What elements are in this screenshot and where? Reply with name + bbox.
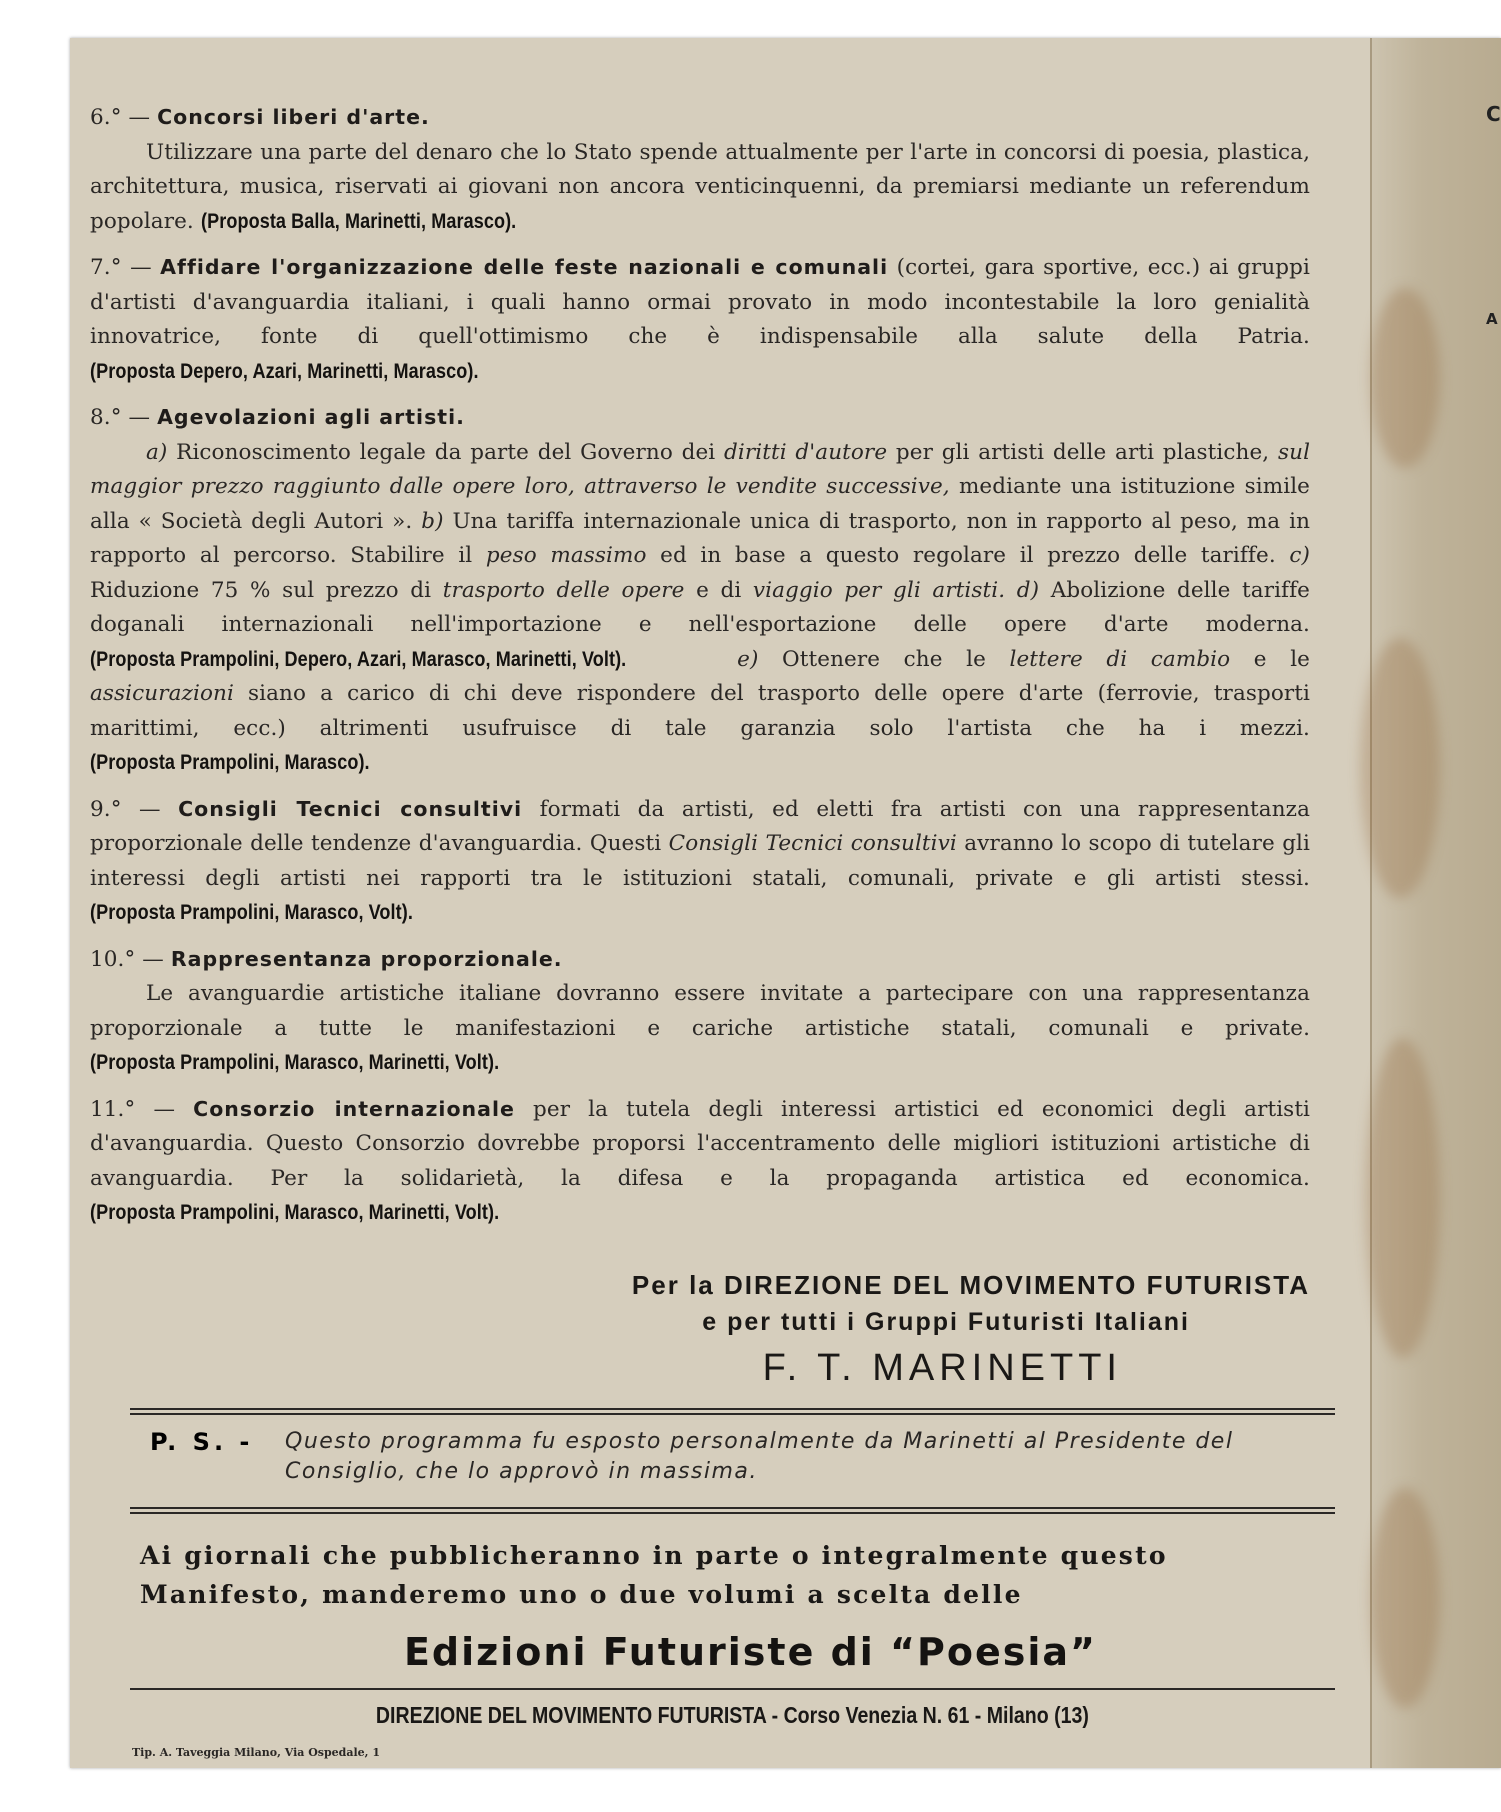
item-title: Concorsi liberi d'arte. xyxy=(157,105,430,129)
proposal: (Proposta Prampolini, Marasco, Volt). xyxy=(90,901,413,924)
proposal: (Proposta Prampolini, Depero, Azari, Marasco, Marinetti, Volt). xyxy=(90,647,627,671)
divider xyxy=(130,1688,1335,1690)
fold-line xyxy=(1370,38,1372,1768)
signature-name: F. T. MARINETTI xyxy=(762,1347,1122,1389)
stain xyxy=(1370,1488,1440,1708)
footer-address: DIREZIONE DEL MOVIMENTO FUTURISTA - Corso Venezia N. 61 - Milano (13) xyxy=(376,1702,1089,1728)
newspaper-offer: Ai giornali che pubblicheranno in parte o integralmente questo Manifesto, manderemo uno o due volumi a scelta delle xyxy=(140,1541,1168,1609)
item-title: Rappresentanza proporzionale. xyxy=(170,946,563,971)
item-title: Consorzio internazionale xyxy=(193,1096,515,1121)
stain xyxy=(1360,638,1440,898)
item-8: 8.° — Agevolazioni agli artisti. a) Riconoscimento legale da parte del Governo dei diritti d'autore per gli artisti delle arti plastiche, sul maggior prezzo raggiunto dalle opere loro, attraverso le vendite successive, mediante una istituzione simile alla « Società degli Autori ». b) Una tariffa internazionale unica di trasporto, non in rapporto al peso, ma in rapporto al percorso. Stabilire il peso massimo ed in base a questo regolare il prezzo delle tariffe. c) Riduzione 75 % sul prezzo di trasporto delle opere e di viaggio per gli artisti. d) Abolizione delle tariffe doganali internazionali nell'importazione e nell'esportazione delle opere d'arte moderna. (Proposta Prampolini, Depero, Azari, Marasco, Marinetti, Volt). e) Ottenere che le lettere di cambio e le assicurazioni siano a carico di chi deve rispondere del trasporto delle opere d'arte (ferrovie, trasporti marittimi, ecc.) altrimenti usufruisce di tale garanzia solo l'artista che ha i mezzi. (Proposta Prampolini, Marasco). xyxy=(90,400,1310,781)
ps-text: Questo programma fu esposto personalmente da Marinetti al Presidente del Consiglio, che lo approvò in massima. xyxy=(285,1429,1234,1484)
item-7: 7.° — Affidare l'organizzazione delle feste nazionali e comunali (cortei, gara sportive, ecc.) ai gruppi d'artisti d'avanguardia italiani, i quali hanno ormai provato in modo incontestabile la loro genialità innovatrice, fonte di quell'ottimismo che è indispensabile alla salute della Patria. (Proposta Depero, Azari, Marinetti, Marasco). xyxy=(90,250,1310,389)
proposal: (Proposta Balla, Marinetti, Marasco). xyxy=(200,209,517,233)
item-9: 9.° — Consigli Tecnici consultivi formati da artisti, ed eletti fra artisti con una rappresentanza proporzionale delle tendenze d'avanguardia. Questi Consigli Tecnici consultivi avranno lo scopo di tutelare gli interessi degli artisti nei rapporti tra le istituzioni statali, comunali, private e gli artisti stessi. (Proposta Prampolini, Marasco, Volt). xyxy=(90,792,1310,931)
proposal: (Proposta Depero, Azari, Marinetti, Marasco). xyxy=(90,359,479,383)
proposal: (Proposta Prampolini, Marasco, Marinetti, Volt). xyxy=(90,1051,500,1074)
item-10: 10.° — Rappresentanza proporzionale. Le avanguardie artistiche italiane dovranno essere invitate a partecipare con una rappresentanza proporzionale a tutte le manifestazioni e cariche artistiche statali, comunali e private. (Proposta Prampolini, Marasco, Marinetti, Volt). xyxy=(90,942,1310,1081)
signature-line-2: e per tutti i Gruppi Futuristi Italiani xyxy=(702,1308,1190,1336)
divider xyxy=(130,1408,1335,1415)
manifesto-body xyxy=(90,100,1310,1242)
ps-label: P. S. - xyxy=(150,1428,254,1456)
item-title: Affidare l'organizzazione delle feste nazionali e comunali xyxy=(160,255,889,279)
proposal: (Proposta Prampolini, Marasco). xyxy=(90,751,370,774)
item-11: 11.° — Consorzio internazionale per la tutela degli interessi artistici ed economici degli artisti d'avanguardia. Questo Consorzio dovrebbe proporsi l'accentramento delle migliori istituzioni artistiche di avanguardia. Per la solidarietà, la difesa e la propaganda artistica ed economica. (Proposta Prampolini, Marasco, Marinetti, Volt). xyxy=(90,1092,1310,1231)
proposal: (Proposta Prampolini, Marasco, Marinetti, Volt). xyxy=(90,1201,500,1224)
stain xyxy=(1365,1038,1440,1358)
item-title: Consigli Tecnici consultivi xyxy=(178,796,523,821)
editions-title: Edizioni Futuriste di “Poesia” xyxy=(403,1630,1098,1674)
printer-credit: Tip. A. Taveggia Milano, Via Ospedale, 1 xyxy=(132,1746,380,1759)
item-6: 6.° — Concorsi liberi d'arte. Utilizzare una parte del denaro che lo Stato spende attualmente per l'arte in concorsi di poesia, plastica, architettura, musica, riservati ai giovani non ancora venticinquenni, da premiarsi mediante un referendum popolare. (Proposta Balla, Marinetti, Marasco). xyxy=(90,100,1310,239)
divider xyxy=(130,1507,1335,1514)
stain xyxy=(1370,288,1440,468)
signature-line-1: Per la DIREZIONE DEL MOVIMENTO FUTURISTA xyxy=(631,1270,1310,1300)
item-title: Agevolazioni agli artisti. xyxy=(157,405,465,429)
edge-letter: A xyxy=(1486,310,1498,328)
edge-letter: C xyxy=(1486,102,1501,126)
